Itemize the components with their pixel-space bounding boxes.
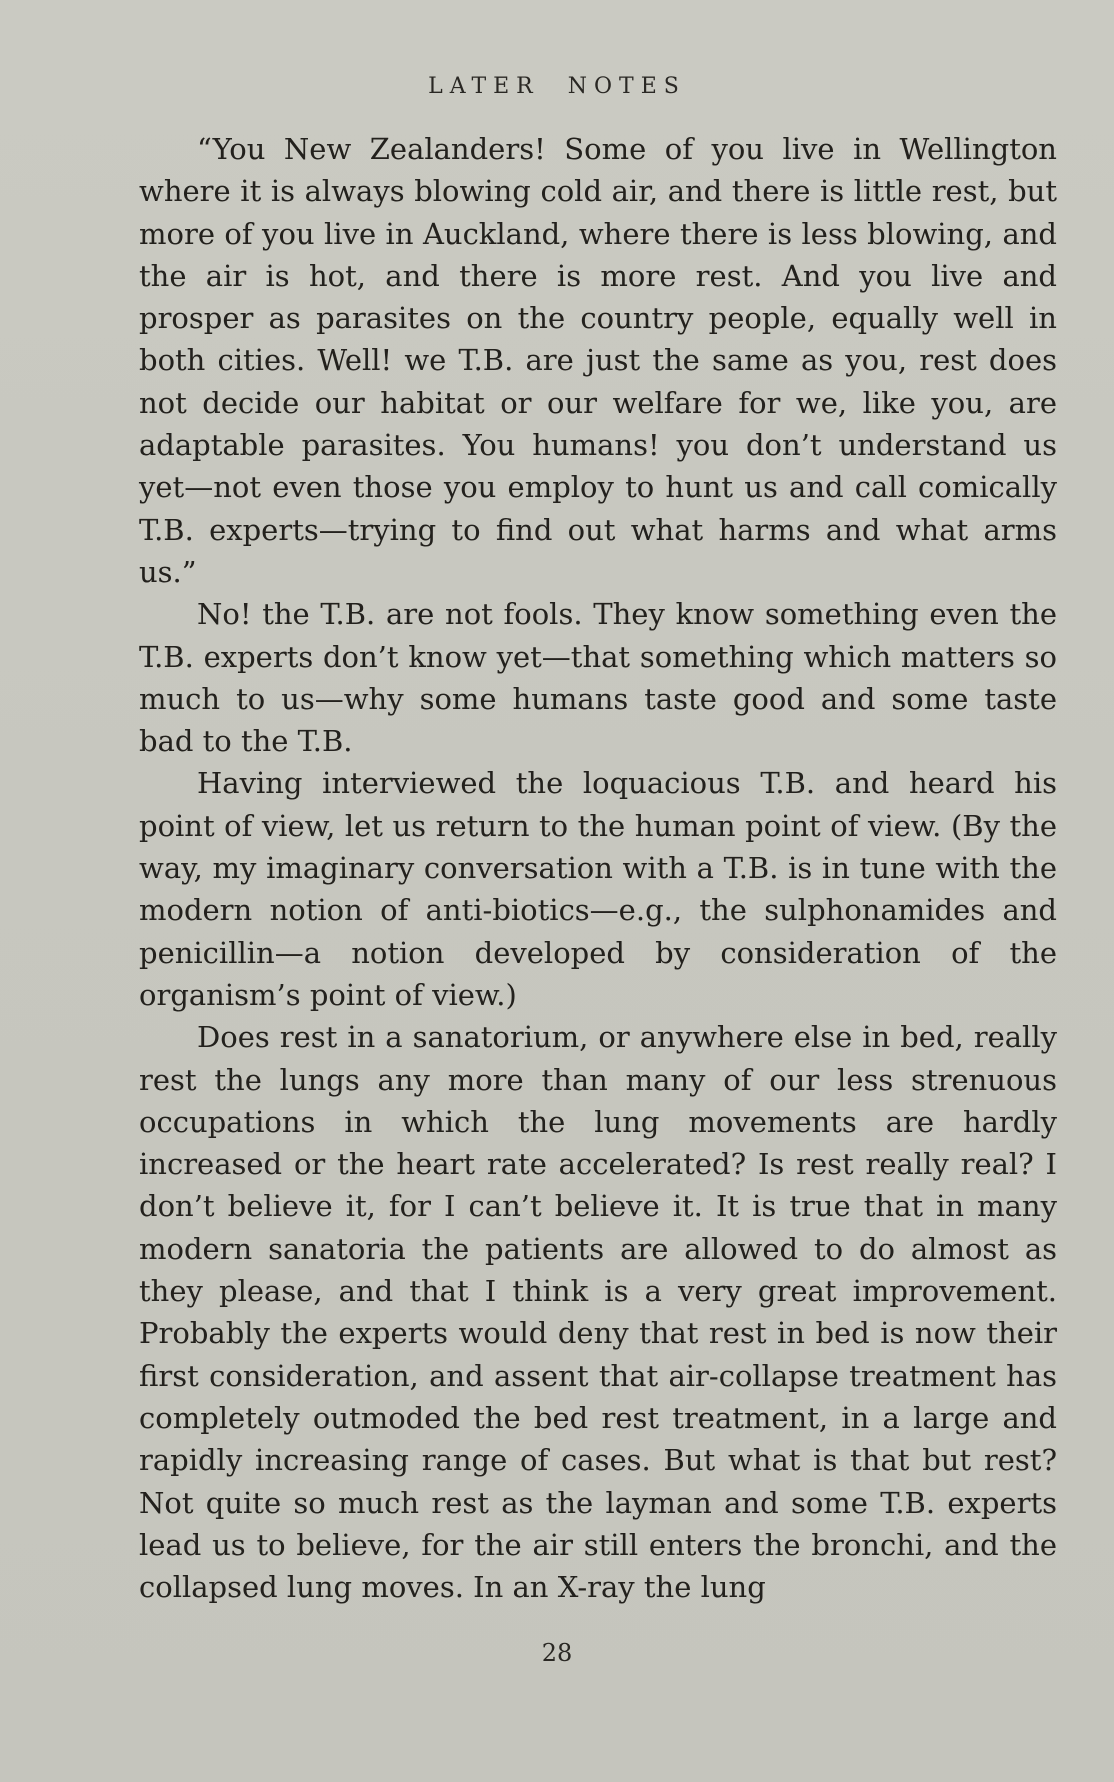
- running-head-right: NOTES: [567, 74, 686, 99]
- paragraph-1: “You New Zealanders! Some of you live in Wellington where it is always blowing cold air, and there is little rest, but more of you live in Auckland, where there is less blowing, and the air is hot, and there is more rest. And you live and prosper as parasites on the country people, equally well in both cities. Well! we T.B. are just the same as you, rest does not decide our habitat or our welfare for we, like you, are adaptable parasites. You humans! you don’t understand us yet—not even those you employ to hunt us and call comically T.B. experts—trying to find out what harms and what arms us.”: [139, 132, 1057, 589]
- running-head-left: LATER: [428, 74, 540, 99]
- body-text: [139, 128, 1057, 1608]
- running-head: [0, 72, 1114, 102]
- paragraph-3: Having interviewed the loquacious T.B. and heard his point of view, let us return to the human point of view. (By the way, my imaginary conversation with a T.B. is in tune with the modern notion of anti-biotics—e.g., the sulphonamides and penicillin—a notion developed by consideration of the organism’s point of view.): [139, 766, 1057, 1012]
- paragraph-4: Does rest in a sanatorium, or anywhere else in bed, really rest the lungs any more than many of our less strenuous occupations in which the lung movements are hardly increased or the heart rate accelerated? Is rest really real? I don’t believe it, for I can’t believe it. It is true that in many modern sanatoria the patients are allowed to do almost as they please, and that I think is a very great improvement. Probably the experts would deny that rest in bed is now their first consideration, and assent that air-collapse treatment has completely outmoded the bed rest treatment, in a large and rapidly increasing range of cases. But what is that but rest? Not quite so much rest as the layman and some T.B. experts lead us to believe, for the air still enters the bronchi, and the collapsed lung moves. In an X-ray the lung: [139, 1020, 1057, 1605]
- page-number: 28: [541, 1639, 573, 1667]
- paragraph-2: No! the T.B. are not fools. They know something even the T.B. experts don’t know yet—that something which matters so much to us—why some humans taste good and some taste bad to the T.B.: [139, 597, 1057, 759]
